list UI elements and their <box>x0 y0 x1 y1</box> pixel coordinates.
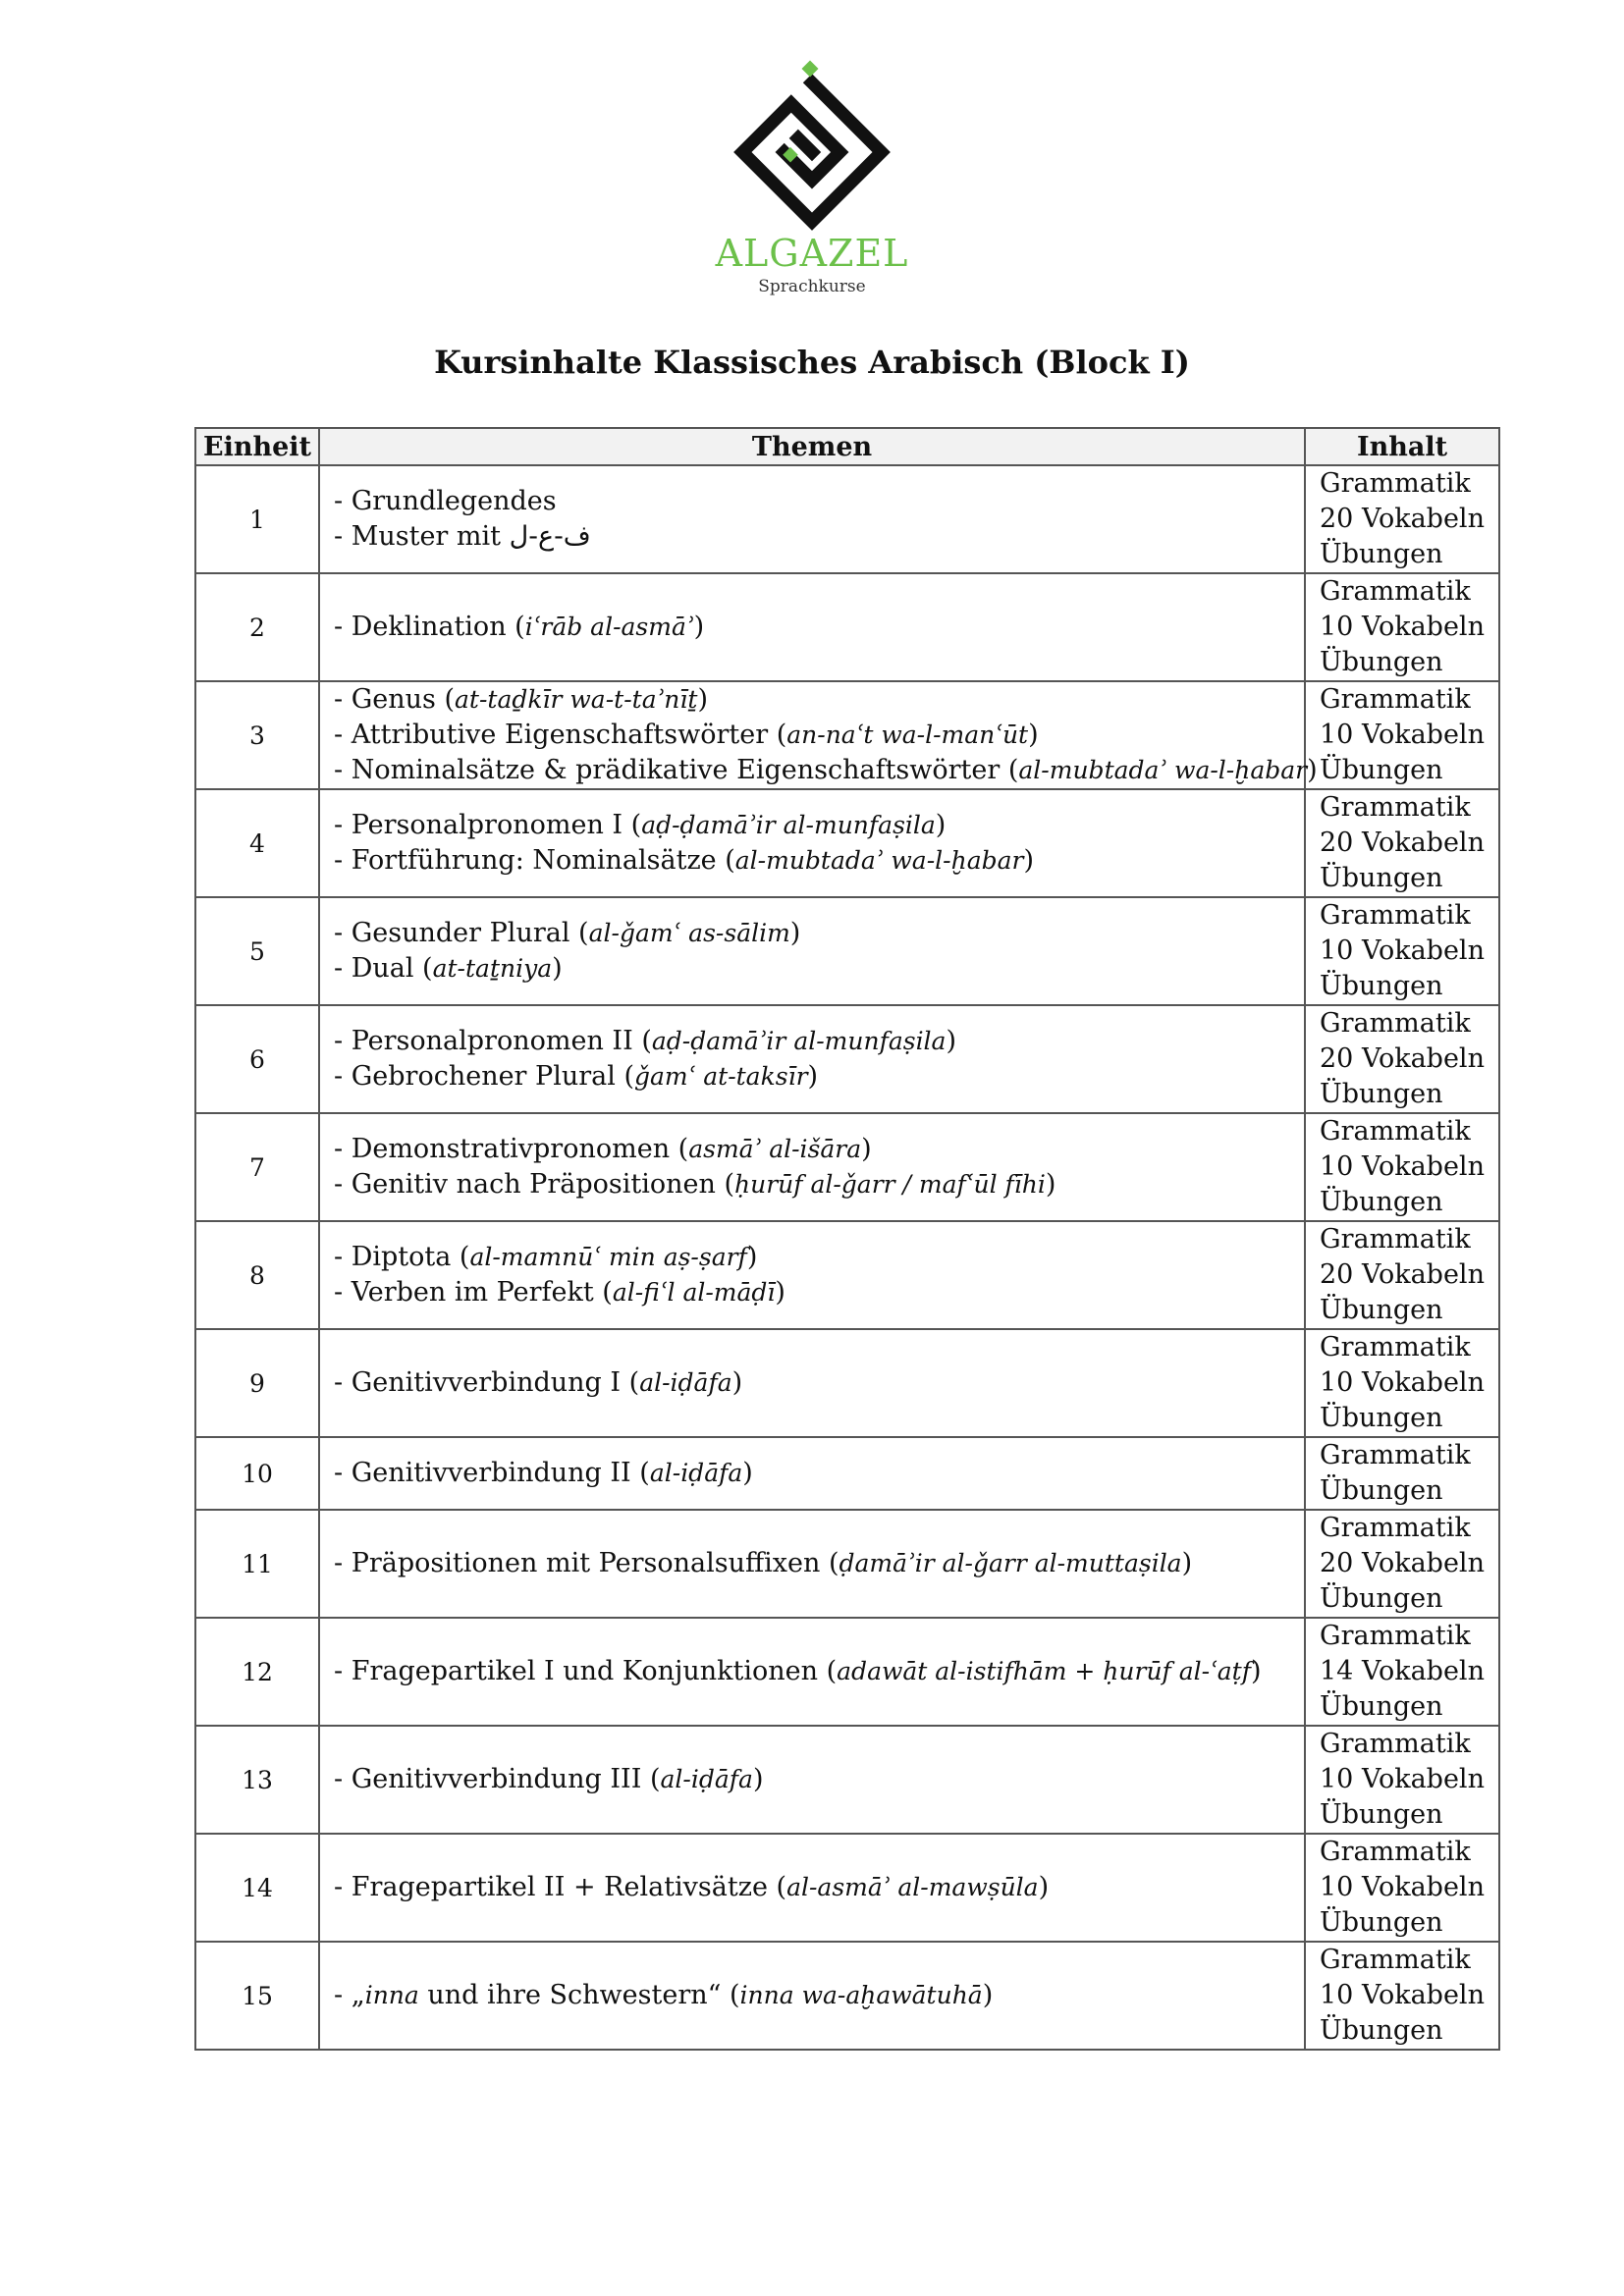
table-row <box>195 897 1499 1005</box>
topic-text: - Genitivverbindung III ( <box>334 1764 661 1794</box>
topic-text: ) <box>742 1458 753 1488</box>
table-row <box>195 573 1499 681</box>
content-cell <box>1305 1942 1499 2050</box>
transliteration: al-iḍāfa <box>639 1368 732 1397</box>
content-cell <box>1305 789 1499 897</box>
topic-text: - Fragepartikel II + Relativsätze ( <box>334 1872 787 1902</box>
topic-text: - Diptota ( <box>334 1242 470 1272</box>
transliteration: ḥurūf al-ǧarr / mafʿūl fīhi <box>734 1170 1046 1199</box>
content-item: Grammatik <box>1320 576 1471 607</box>
topic-line <box>334 1275 1304 1310</box>
content-cell <box>1305 1510 1499 1618</box>
topics-cell <box>319 573 1305 681</box>
topic-text: - Personalpronomen I ( <box>334 810 642 840</box>
topic-text: - Genitivverbindung I ( <box>334 1367 640 1398</box>
content-item: Grammatik <box>1320 1837 1471 1867</box>
unit-number: 3 <box>195 681 319 789</box>
transliteration: al-iḍāfa <box>649 1459 743 1487</box>
topic-text: ) <box>1023 845 1035 876</box>
topic-text: ) <box>775 1277 785 1308</box>
transliteration: al-fiʿl al-māḍī <box>612 1278 776 1307</box>
content-item: Übungen <box>1320 1079 1443 1109</box>
content-item: 20 Vokabeln <box>1320 1548 1485 1578</box>
table-row <box>195 1942 1499 2050</box>
transliteration: ǧamʿ at-taksīr <box>634 1062 808 1091</box>
topics-cell <box>319 1113 1305 1221</box>
content-cell <box>1305 1005 1499 1113</box>
content-item: Grammatik <box>1320 1224 1471 1255</box>
topic-text: ) <box>693 612 705 642</box>
content-item: Übungen <box>1320 971 1443 1001</box>
content-item: Grammatik <box>1320 792 1471 823</box>
topics-cell <box>319 1221 1305 1329</box>
topic-text: - Fragepartikel I und Konjunktionen ( <box>334 1656 838 1686</box>
transliteration: at-taṯniya <box>432 954 553 983</box>
topic-line <box>334 1546 1304 1581</box>
content-item: Übungen <box>1320 1187 1443 1217</box>
content-cell <box>1305 1113 1499 1221</box>
topics-cell <box>319 1834 1305 1942</box>
topics-cell <box>319 897 1305 1005</box>
topics-cell <box>319 465 1305 573</box>
topic-line <box>334 1132 1304 1167</box>
header-topics: Themen <box>319 428 1305 465</box>
page-title: Kursinhalte Klassisches Arabisch (Block I) <box>434 344 1190 381</box>
content-cell <box>1305 1221 1499 1329</box>
content-cell <box>1305 465 1499 573</box>
unit-number: 7 <box>195 1113 319 1221</box>
transliteration: at-taḏkīr wa-t-taʾnīṯ <box>455 685 698 714</box>
topic-text: ) <box>1038 1872 1050 1902</box>
topics-cell <box>319 1510 1305 1618</box>
topic-text: ) <box>1028 720 1039 750</box>
content-item: 14 Vokabeln <box>1320 1656 1485 1686</box>
topic-text: - Muster mit <box>334 521 510 552</box>
transliteration: aḍ-ḍamāʾir al-munfaṣila <box>641 811 936 839</box>
content-item: Übungen <box>1320 2015 1443 2046</box>
topic-text: - Verben im Perfekt ( <box>334 1277 613 1308</box>
unit-number: 9 <box>195 1329 319 1437</box>
table-row <box>195 1005 1499 1113</box>
topic-text: ) <box>1181 1548 1193 1578</box>
content-item: 20 Vokabeln <box>1320 504 1485 534</box>
content-item: Übungen <box>1320 1583 1443 1614</box>
transliteration: an-naʿt wa-l-manʿūt <box>786 721 1029 749</box>
topic-text: ) <box>746 1242 758 1272</box>
transliteration: asmāʾ al-išāra <box>688 1135 862 1163</box>
topic-text: ) <box>935 810 947 840</box>
brand-subtitle: Sprachkurse <box>758 277 866 296</box>
topic-line <box>334 1654 1304 1689</box>
topic-text: - Genitivverbindung II ( <box>334 1458 650 1488</box>
transliteration: ḍamāʾir al-ǧarr al-muttaṣila <box>839 1549 1182 1577</box>
content-item: Grammatik <box>1320 1440 1471 1470</box>
header-content: Inhalt <box>1305 428 1499 465</box>
topic-text: und ihre Schwestern“ ( <box>418 1980 740 2010</box>
topic-text: ) <box>697 684 708 715</box>
course-table <box>194 427 1500 2051</box>
topic-text: - Personalpronomen II ( <box>334 1026 652 1056</box>
topics-cell <box>319 1329 1305 1437</box>
topic-line <box>334 1167 1304 1202</box>
topic-text: ) <box>982 1980 994 2010</box>
content-item: 10 Vokabeln <box>1320 1367 1485 1398</box>
table-row <box>195 1329 1499 1437</box>
content-item: Übungen <box>1320 1691 1443 1722</box>
topics-cell <box>319 1437 1305 1510</box>
topic-line <box>334 951 1304 987</box>
topics-cell <box>319 1005 1305 1113</box>
algazel-logo <box>724 59 900 236</box>
table-header-row <box>195 428 1499 465</box>
content-cell <box>1305 1329 1499 1437</box>
unit-number: 6 <box>195 1005 319 1113</box>
unit-number: 15 <box>195 1942 319 2050</box>
topic-text: - Gesunder Plural ( <box>334 918 589 948</box>
header-unit: Einheit <box>195 428 319 465</box>
content-item: 20 Vokabeln <box>1320 828 1485 858</box>
topic-line <box>334 1456 1304 1491</box>
transliteration: al-mamnūʿ min aṣ-ṣarf <box>469 1243 747 1271</box>
content-item: 10 Vokabeln <box>1320 612 1485 642</box>
topic-text: ) <box>1250 1656 1262 1686</box>
topic-text: - Deklination ( <box>334 612 525 642</box>
table-body <box>195 465 1499 2050</box>
topics-cell <box>319 789 1305 897</box>
topics-cell <box>319 681 1318 789</box>
content-item: Grammatik <box>1320 684 1471 715</box>
topic-text: - Grundlegendes <box>334 486 557 516</box>
content-cell <box>1305 1618 1499 1726</box>
transliteration: al-mubtadaʾ wa-l-ḫabar <box>1018 756 1308 784</box>
content-item: Grammatik <box>1320 1008 1471 1039</box>
unit-number: 14 <box>195 1834 319 1942</box>
topic-text: ) <box>1307 755 1318 785</box>
transliteration: inna wa-aḫawātuhā <box>739 1981 983 2009</box>
content-cell <box>1305 1834 1499 1942</box>
content-item: Übungen <box>1320 863 1443 893</box>
topic-text: - Nominalsätze & prädikative Eigenschaftswörter ( <box>334 755 1019 785</box>
unit-number: 5 <box>195 897 319 1005</box>
topic-text: ) <box>1045 1169 1056 1200</box>
unit-number: 10 <box>195 1437 319 1510</box>
topic-text: ) <box>946 1026 957 1056</box>
content-item: Übungen <box>1320 1799 1443 1830</box>
topic-line <box>334 916 1304 951</box>
topic-line <box>334 753 1318 788</box>
unit-number: 1 <box>195 465 319 573</box>
topic-line <box>334 1024 1304 1059</box>
table-row <box>195 681 1499 789</box>
topic-line <box>334 843 1304 879</box>
topic-text: - Genitiv nach Präpositionen ( <box>334 1169 734 1200</box>
content-item: Grammatik <box>1320 1513 1471 1543</box>
topic-line <box>334 519 1304 555</box>
content-item: 10 Vokabeln <box>1320 1764 1485 1794</box>
content-item: 10 Vokabeln <box>1320 1872 1485 1902</box>
content-item: Übungen <box>1320 1907 1443 1938</box>
content-item: Grammatik <box>1320 1621 1471 1651</box>
content-item: 20 Vokabeln <box>1320 1043 1485 1074</box>
unit-number: 8 <box>195 1221 319 1329</box>
content-cell <box>1305 573 1499 681</box>
unit-number: 4 <box>195 789 319 897</box>
topic-line <box>334 1978 1304 2013</box>
content-cell <box>1305 1726 1499 1834</box>
table-row <box>195 465 1499 573</box>
unit-number: 13 <box>195 1726 319 1834</box>
content-item: Grammatik <box>1320 1945 1471 1975</box>
topic-line <box>334 1240 1304 1275</box>
topic-line <box>334 718 1304 753</box>
topic-line <box>334 1059 1304 1095</box>
topic-text: ) <box>552 953 563 984</box>
topic-text: ) <box>807 1061 819 1092</box>
table-row <box>195 1726 1499 1834</box>
topic-line <box>334 1365 1304 1401</box>
transliteration: iʿrāb al-asmāʾ <box>524 613 694 641</box>
arabic-pattern: ف-ع-ل <box>509 521 591 552</box>
content-item: 20 Vokabeln <box>1320 1259 1485 1290</box>
table-row <box>195 789 1499 897</box>
content-item: 10 Vokabeln <box>1320 1980 1485 2010</box>
content-item: Übungen <box>1320 539 1443 569</box>
topic-line <box>334 484 1304 519</box>
topics-cell <box>319 1726 1305 1834</box>
topic-text: ) <box>861 1134 872 1164</box>
topic-line <box>334 1762 1304 1797</box>
content-cell <box>1305 1437 1499 1510</box>
content-item: Übungen <box>1320 755 1443 785</box>
topic-text: - Fortführung: Nominalsätze ( <box>334 845 735 876</box>
topic-text: ) <box>789 918 801 948</box>
transliteration: al-mubtadaʾ wa-l-ḫabar <box>734 846 1024 875</box>
topics-cell <box>319 1618 1305 1726</box>
content-cell <box>1305 897 1499 1005</box>
content-item: 10 Vokabeln <box>1320 720 1485 750</box>
topic-line <box>334 682 1304 718</box>
transliteration: aḍ-ḍamāʾir al-munfaṣila <box>651 1027 947 1055</box>
topic-text: - Demonstrativpronomen ( <box>334 1134 689 1164</box>
unit-number: 12 <box>195 1618 319 1726</box>
transliteration: inna <box>364 1981 419 2009</box>
unit-number: 2 <box>195 573 319 681</box>
transliteration: adawāt al-istifhām + ḥurūf al-ʿaṭf <box>837 1657 1251 1685</box>
content-item: 10 Vokabeln <box>1320 935 1485 966</box>
topic-text: - „ <box>334 1980 365 2010</box>
content-item: Grammatik <box>1320 900 1471 931</box>
transliteration: al-asmāʾ al-mawṣūla <box>786 1873 1039 1901</box>
content-cell <box>1305 681 1499 789</box>
topic-text: ) <box>752 1764 764 1794</box>
topic-line <box>334 610 1304 645</box>
content-item: Übungen <box>1320 647 1443 677</box>
topic-text: - Präpositionen mit Personalsuffixen ( <box>334 1548 839 1578</box>
content-item: Grammatik <box>1320 1332 1471 1362</box>
topic-text: - Attributive Eigenschaftswörter ( <box>334 720 787 750</box>
topic-text: - Genus ( <box>334 684 456 715</box>
content-item: Grammatik <box>1320 1116 1471 1147</box>
table-row <box>195 1618 1499 1726</box>
topic-text: - Dual ( <box>334 953 433 984</box>
topic-text: - Gebrochener Plural ( <box>334 1061 634 1092</box>
brand-name: ALGAZEL <box>715 232 909 275</box>
content-item: Übungen <box>1320 1403 1443 1433</box>
topic-line <box>334 1870 1304 1905</box>
transliteration: al-iḍāfa <box>660 1765 753 1793</box>
table-row <box>195 1221 1499 1329</box>
content-item: Übungen <box>1320 1475 1443 1506</box>
table-row <box>195 1113 1499 1221</box>
content-item: Grammatik <box>1320 1729 1471 1759</box>
topic-text: ) <box>731 1367 743 1398</box>
content-item: 10 Vokabeln <box>1320 1151 1485 1182</box>
content-item: Übungen <box>1320 1295 1443 1325</box>
transliteration: al-ǧamʿ as-sālim <box>588 919 790 947</box>
table-row <box>195 1437 1499 1510</box>
content-item: Grammatik <box>1320 468 1471 499</box>
topic-line <box>334 808 1304 843</box>
table-row <box>195 1834 1499 1942</box>
unit-number: 11 <box>195 1510 319 1618</box>
topics-cell <box>319 1942 1305 2050</box>
table-row <box>195 1510 1499 1618</box>
